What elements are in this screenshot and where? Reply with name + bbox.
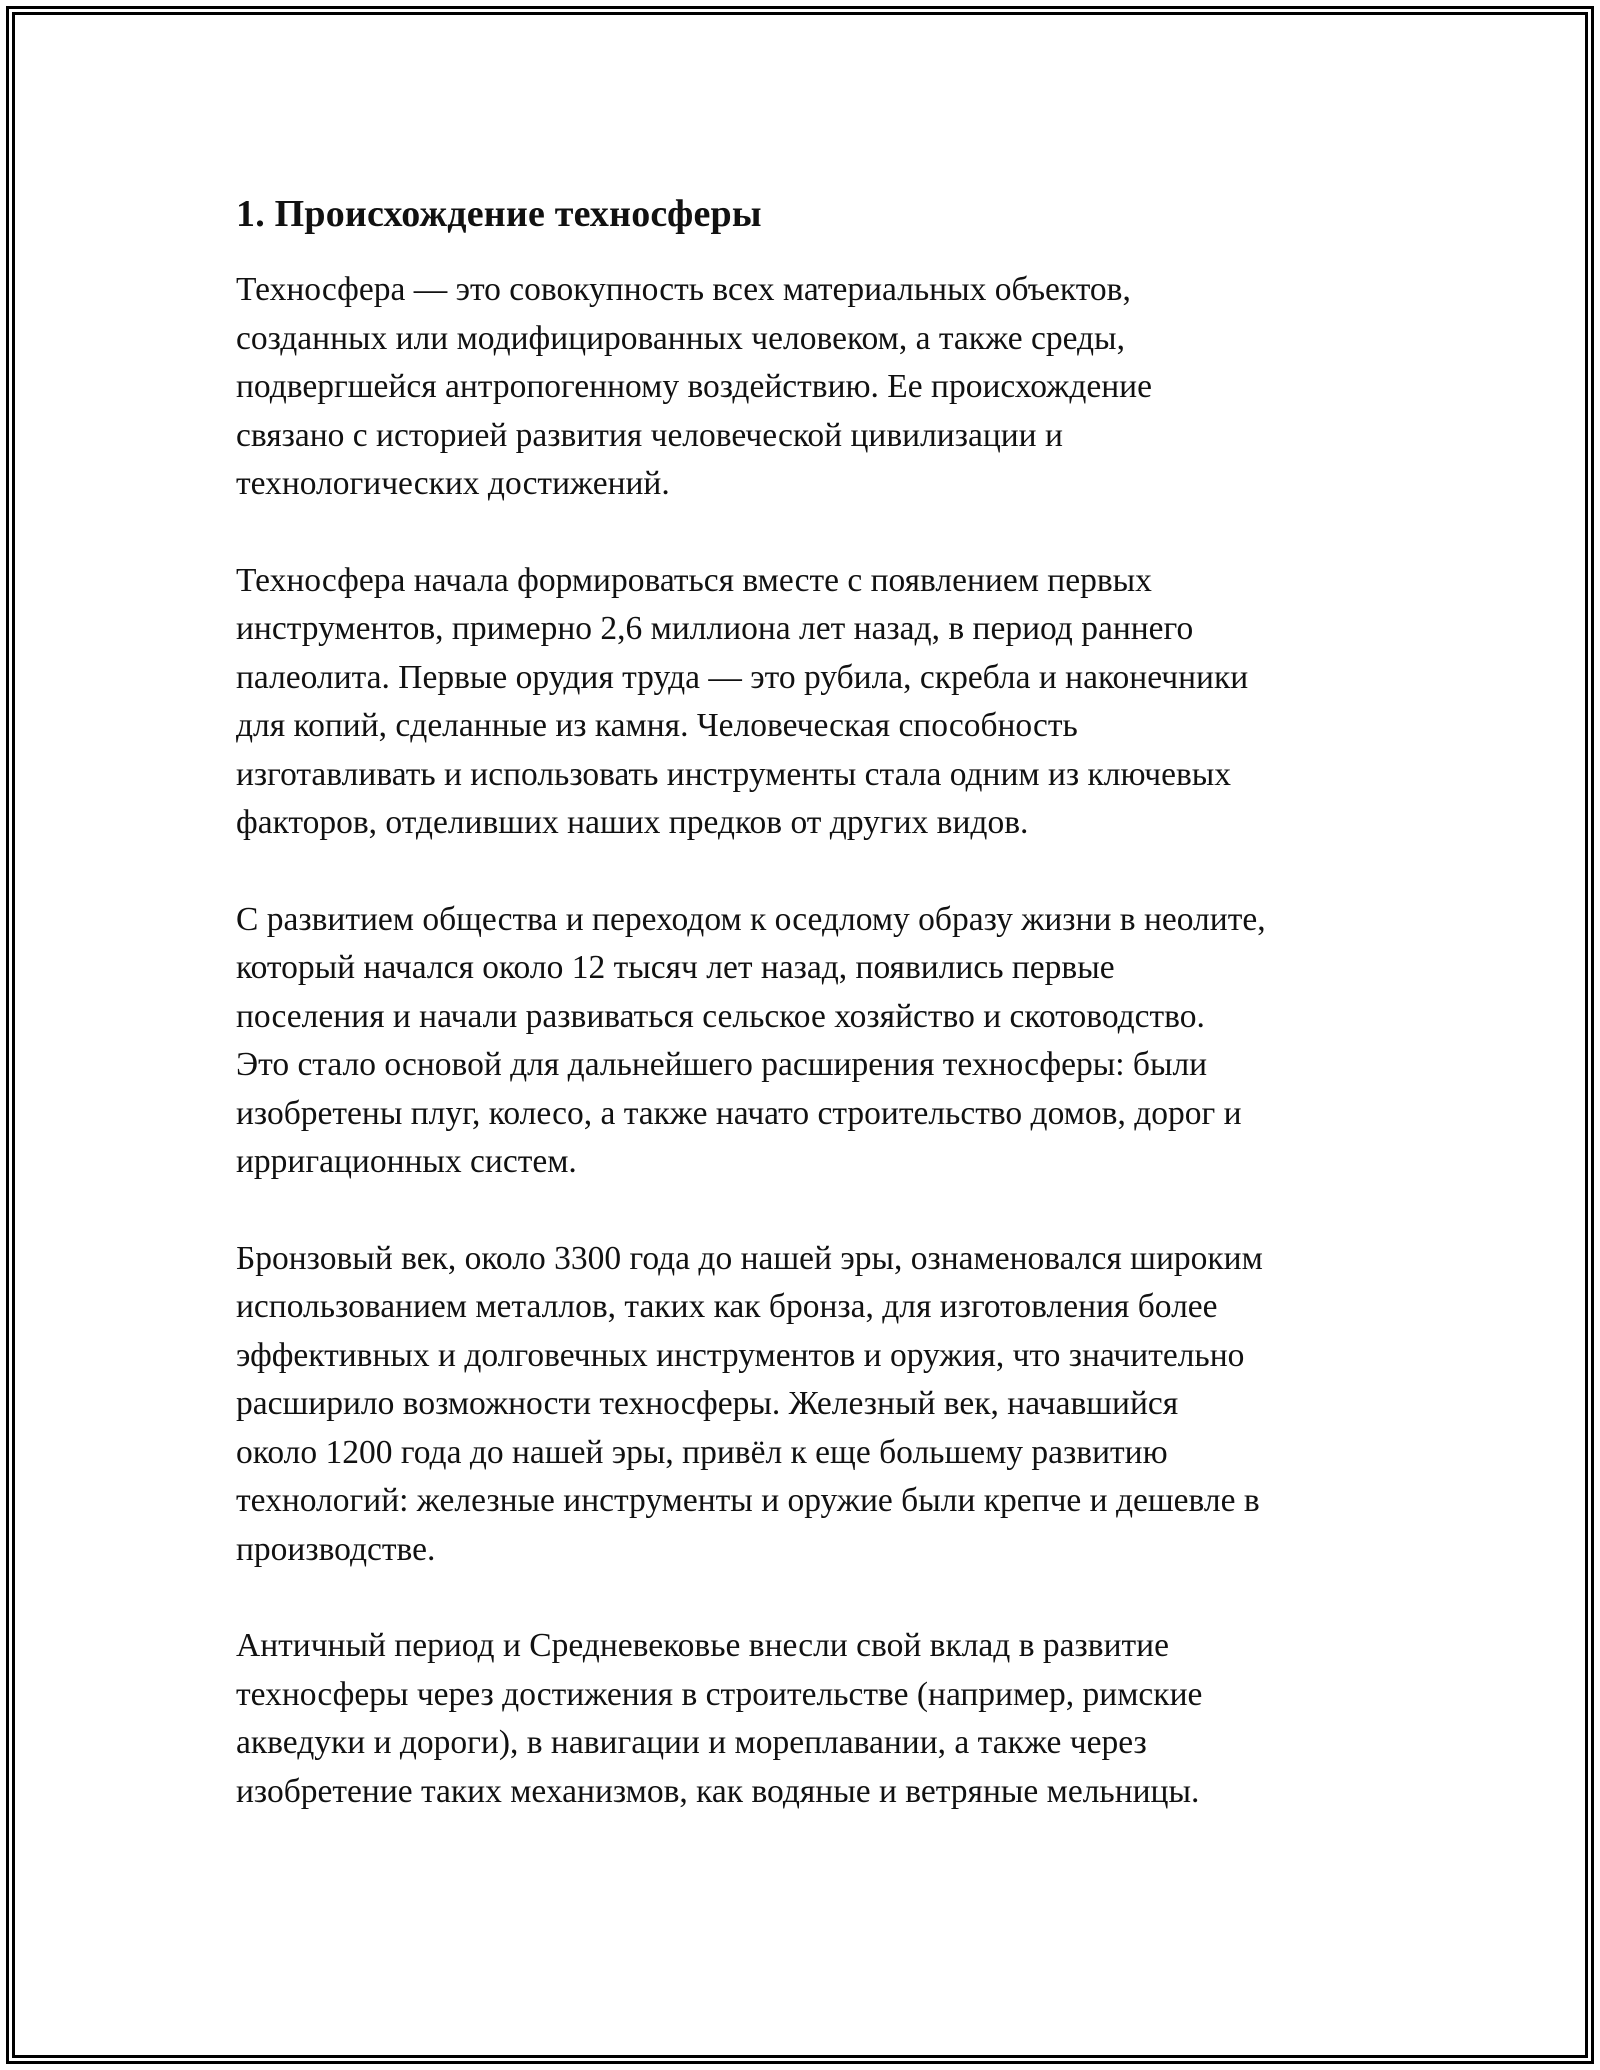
paragraph-definition: Техносфера — это совокупность всех материальных объектов, созданных или модифицированных человеком, а также среды, подвергшейся антропогенному воздействию. Ее происхождение связано с историей развития человеческой цивилизации и технологических достижений.	[236, 271, 1152, 502]
paragraph-paleolithic: Техносфера начала формироваться вместе с появлением первых инструментов, примерно 2,6 миллиона лет назад, в период раннего палеолита. Первые орудия труда — это рубила, скребла и наконечники для копий, сделанные из камня. Человеческая способность изготавливать и использовать инструменты стала одним из ключевых факторов, отделивших наших предков от других видов.	[236, 561, 1249, 841]
paragraph-antiquity-middle-ages: Античный период и Средневековье внесли свой вклад в развитие техносферы через достижения в строительстве (например, римские акведуки и дороги), в навигации и мореплавании, а также через изобретение таких механизмов, как водяные и ветряные мельницы.	[236, 1627, 1203, 1810]
page-title: 1. Происхождение техносферы	[236, 193, 762, 235]
document-body	[236, 190, 1386, 1864]
paragraph-neolithic: С развитием общества и переходом к оседлому образу жизни в неолите, который начался около 12 тысяч лет назад, появились первые поселения и начали развиваться сельское хозяйство и скотоводство. Это стало основой для дальнейшего расширения техносферы: были изобретены плуг, колесо, а также начато строительство домов, дорог и ирригационных систем.	[236, 900, 1266, 1180]
paragraph-bronze-iron-age: Бронзовый век, около 3300 года до нашей эры, ознаменовался широким использованием металлов, таких как бронза, для изготовления более эффективных и долговечных инструментов и оружия, что значительно расширило возможности техносферы. Железный век, начавшийся около 1200 года до нашей эры, привёл к еще большему развитию технологий: железные инструменты и оружие были крепче и дешевле в производстве.	[236, 1239, 1263, 1568]
